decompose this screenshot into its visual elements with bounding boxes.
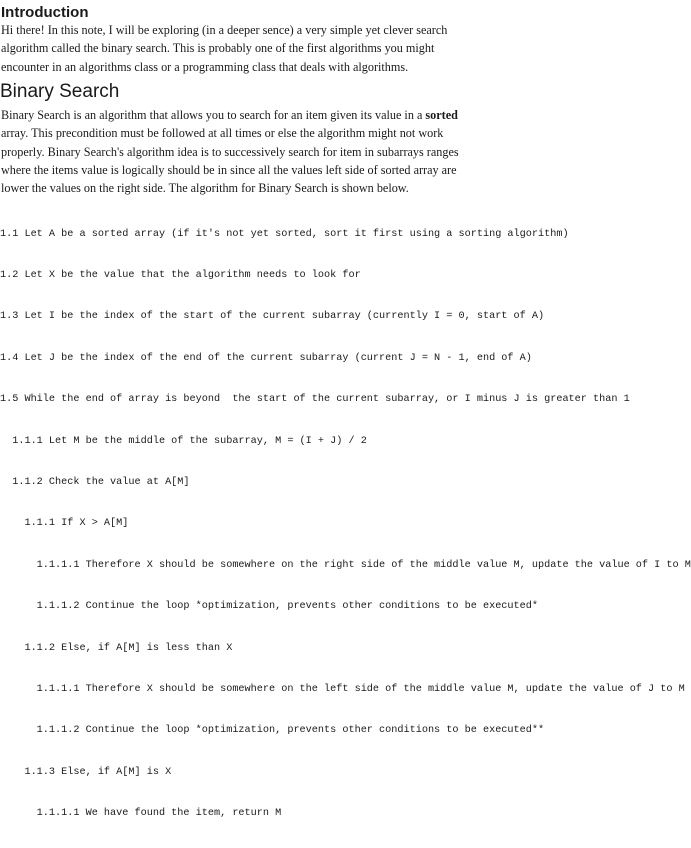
code-line: 1.1.1.2 Continue the loop *optimization, prevents other conditions to be executed* xyxy=(0,601,538,613)
code-line: 1.3 Let I be the index of the start of the current subarray (currently I = 0, start of A) xyxy=(0,311,545,323)
code-line: 1.1.1 Let M be the middle of the subarray, M = (I + J) / 2 xyxy=(0,435,367,447)
code-line: 1.1.3 Else, if A[M] is X xyxy=(0,766,172,778)
introduction-heading: Introduction xyxy=(1,4,89,21)
introduction-paragraph xyxy=(1,21,447,76)
paragraph-line xyxy=(1,106,459,124)
code-line: 1.1 Let A be a sorted array (if it's not yet sorted, sort it first using a sorting algorithm) xyxy=(0,228,569,240)
code-line: 1.1.1.1 We have found the item, return M xyxy=(0,808,282,820)
code-line: 1.5 While the end of array is beyond the start of the current subarray, or I minus J is greater than 1 xyxy=(0,394,630,406)
paragraph-line: lower the values on the right side. The algorithm for Binary Search is shown below. xyxy=(1,181,409,196)
binary-search-heading: Binary Search xyxy=(0,81,120,102)
code-line: 1.2 Let X be the value that the algorithm needs to look for xyxy=(0,269,361,281)
code-line: 1.1.1.1 Therefore X should be somewhere on the right side of the middle value M, update the value of I to M xyxy=(0,559,691,571)
paragraph-text: Binary Search is an algorithm that allows you to search for an item given its value in a xyxy=(1,108,426,122)
code-line: 1.4 Let J be the index of the end of the current subarray (current J = N - 1, end of A) xyxy=(0,352,532,364)
code-line: 1.1.1 If X > A[M] xyxy=(0,518,129,530)
paragraph-line: array. This precondition must be followed at all times or else the algorithm might not work xyxy=(1,126,444,141)
algorithm-code-block xyxy=(0,200,691,848)
paragraph-line: algorithm called the binary search. This is probably one of the first algorithms you might xyxy=(1,41,435,56)
code-line: 1.1.1.1 Therefore X should be somewhere on the left side of the middle value M, update the value of J to M xyxy=(0,683,685,695)
sorted-emphasis: sorted xyxy=(425,108,458,122)
binary-search-paragraph xyxy=(1,106,459,197)
paragraph-line: where the items value is logically should be in since all the values left side of sorted array are xyxy=(1,162,457,177)
code-line: 1.1.2 Check the value at A[M] xyxy=(0,476,190,488)
code-line: 1.1.2 Else, if A[M] is less than X xyxy=(0,642,233,654)
code-line: 1.1.1.2 Continue the loop *optimization, prevents other conditions to be executed** xyxy=(0,725,545,737)
paragraph-line: encounter in an algorithms class or a programming class that deals with algorithms. xyxy=(1,59,409,74)
paragraph-line: properly. Binary Search's algorithm idea is to successively search for item in subarrays ranges xyxy=(1,144,459,159)
paragraph-line: Hi there! In this note, I will be exploring (in a deeper sence) a very simple yet clever search xyxy=(1,23,448,37)
